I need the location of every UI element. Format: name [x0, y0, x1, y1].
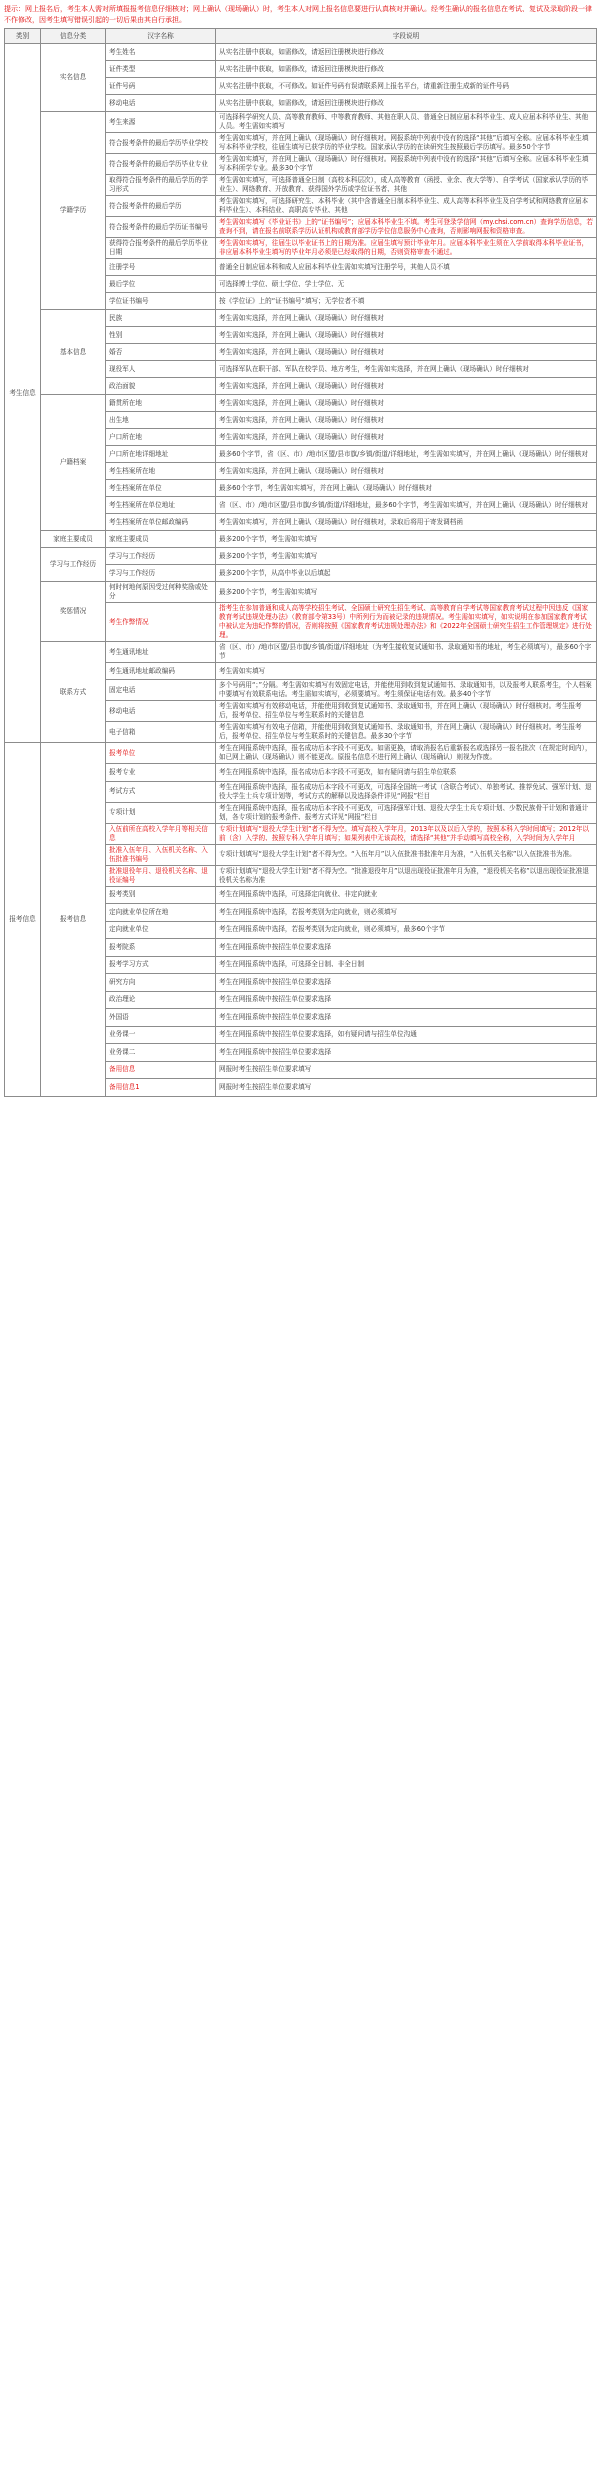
field-desc-cell: 考生需如实选择，并在网上确认（现场确认）时仔细核对 [216, 463, 597, 480]
field-name-cell: 批准退役年月、退役机关名称、退役证编号 [106, 865, 216, 886]
field-desc-cell: 按《学位证》上的“证书编号”填写；无学位者不填 [216, 293, 597, 310]
field-name-cell: 学习与工作经历 [106, 565, 216, 582]
notice-text: 提示：网上报名后，考生本人需对所填报报考信息仔细核对；网上确认（现场确认）时，考生本人对网上报名信息要进行认真核对并确认。经考生确认的报名信息在考试、复试及录取阶段一律不作修改，因考生填写错误引起的一切后果由其自行承担。 [4, 5, 592, 24]
category-cell: 报考信息 [5, 743, 41, 1097]
info-class-cell: 基本信息 [41, 310, 106, 395]
field-desc-cell: 考生在网报系统中按招生单位要求选择 [216, 974, 597, 992]
field-desc-cell: 省（区、市）/地市区盟/县市旗/乡镇/街道/详细地址，最多60个字节，考生需如实填写，并在网上确认（现场确认）时仔细核对 [216, 497, 597, 514]
field-desc-cell: 考生需如实填写，可选择普通全日制（高校本科层次），成人高等教育（函授、业余、夜大学等）、自学考试（国家承认学历的毕业生）、网络教育、开放教育、获得国外学历或学位证书者、其他 [216, 175, 597, 196]
field-desc-cell: 考生在网报系统中按招生单位要求选择 [216, 991, 597, 1009]
field-desc-cell: 指考生在参加普通和成人高等学校招生考试、全国硕士研究生招生考试、高等教育自学考试等国家教育考试过程中因违反《国家教育考试违规处理办法》（教育部令第33号）中所列行为而被记录的违规情况。考生需如实填写，如实说明在参加国家教育考试中被认定为违纪作弊的情况，否则将按照《国家教育考试违规处理办法》和《2022年全国硕士研究生招生工作管理规定》进行处理。 [216, 603, 597, 642]
field-desc-cell: 考生需如实选择，并在网上确认（现场确认）时仔细核对 [216, 395, 597, 412]
field-desc-cell: 考生需如实选择，并在网上确认（现场确认）时仔细核对 [216, 378, 597, 395]
field-desc-cell: 最多200个字节，考生需如实填写 [216, 531, 597, 548]
field-name-cell: 移动电话 [106, 701, 216, 722]
field-desc-cell: 考生需如实选择，并在网上确认（现场确认）时仔细核对 [216, 327, 597, 344]
header-category: 类别 [5, 29, 41, 44]
field-desc-cell: 普通全日制应届本科和成人应届本科毕业生需如实填写注册学号，其他人员不填 [216, 259, 597, 276]
field-name-cell: 考生档案所在地 [106, 463, 216, 480]
field-desc-cell: 考生需如实填写有效移动电话，并能使用到收到复试通知书、录取通知书，并在网上确认（现场确认）时仔细核对。考生报考后，报考单位、招生单位与考生联系时的关键信息 [216, 701, 597, 722]
field-desc-cell: 考生需如实填写有效电子信箱，并能使用到收到复试通知书、录取通知书，并在网上确认（现场确认）时仔细核对。考生报考后，报考单位、招生单位与考生联系时的关键信息。最多30个字节 [216, 722, 597, 743]
field-name-cell: 业务课一 [106, 1026, 216, 1044]
table-row [5, 44, 597, 61]
field-desc-cell: 从实名注册中获取，如需修改，请返回注册模块进行修改 [216, 61, 597, 78]
field-desc-cell: 专项计划填写“退役大学生计划”者不得为空。“入伍年月”以入伍批准书批准年月为准，“入伍机关名称”以入伍批准书为准。 [216, 844, 597, 865]
field-name-cell: 批准入伍年月、入伍机关名称、入伍批准书编号 [106, 844, 216, 865]
field-desc-cell: 考生需如实选择，并在网上确认（现场确认）时仔细核对 [216, 429, 597, 446]
table-row [5, 310, 597, 327]
field-desc-cell: 从实名注册中获取，如需修改，请返回注册模块进行修改 [216, 95, 597, 112]
table-row [5, 395, 597, 412]
field-name-cell: 业务课二 [106, 1044, 216, 1062]
field-name-cell: 符合报考条件的最后学历毕业专业 [106, 154, 216, 175]
field-name-cell: 考生通讯地址 [106, 642, 216, 663]
field-desc-cell: 考生需如实选择，并在网上确认（现场确认）时仔细核对 [216, 344, 597, 361]
table-row [5, 582, 597, 603]
field-desc-cell: 考生在网报系统中选择，可选择定向就业、非定向就业 [216, 886, 597, 904]
info-class-cell: 联系方式 [41, 642, 106, 743]
table-row [5, 531, 597, 548]
field-desc-cell: 考生在网报系统中选择，报名成功后本字段不可更改。如需更换，请取消报名后重新报名或选择另一报名批次（在规定时间内），如已网上确认（现场确认）则不能更改。原报名信息不进行网上确认（现场确认）则视为作废。 [216, 743, 597, 764]
field-desc-cell: 考生需如实填写《毕业证书》上的“证书编号”；应届本科毕业生不填。考生可登录学信网（my.chsi.com.cn）查询学历信息，若查询不到，请在报名前联系学历认证机构或教育部学历学位信息服务中心查询，否则影响网报和资格审查。 [216, 217, 597, 238]
table-row [5, 642, 597, 663]
field-desc-cell: 可选择军队在职干部、军队在校学员、地方考生，考生需如实选择，并在网上确认（现场确认）时仔细核对 [216, 361, 597, 378]
field-name-cell: 学习与工作经历 [106, 548, 216, 565]
field-desc-cell: 考生需如实填写，往届生以毕业证书上的日期为准。应届生填写预计毕业年月。应届本科毕业生须在入学前取得本科毕业证书，非应届本科毕业生填写的毕业年月必须是已经取得的日期，否则资格审查不通过。 [216, 238, 597, 259]
field-desc-cell: 考生在网报系统中按招生单位要求选择 [216, 1009, 597, 1027]
field-name-cell: 备用信息 [106, 1061, 216, 1079]
field-name-cell: 入伍前所在高校入学年月等相关信息 [106, 823, 216, 844]
field-name-cell: 政治理论 [106, 991, 216, 1009]
field-desc-cell: 专项计划填写“退役大学生计划”者不得为空。“批准退役年月”以退出现役证批准年月为准，“退役机关名称”以退出现役证批准退役机关名称为准 [216, 865, 597, 886]
field-name-cell: 籍贯所在地 [106, 395, 216, 412]
field-name-cell: 定向就业单位所在地 [106, 904, 216, 922]
field-desc-cell: 最多60个字节，省（区、市）/地市区盟/县市旗/乡镇/街道/详细地址，考生需如实填写，并在网上确认（现场确认）时仔细核对 [216, 446, 597, 463]
field-description-table [4, 28, 596, 1097]
header-info-class: 信息分类 [41, 29, 106, 44]
field-name-cell: 婚否 [106, 344, 216, 361]
field-name-cell: 证件类型 [106, 61, 216, 78]
field-name-cell: 符合报考条件的最后学历毕业学校 [106, 133, 216, 154]
table-row [5, 548, 597, 565]
field-name-cell: 报考类别 [106, 886, 216, 904]
field-desc-cell: 考生在网报系统中按招生单位要求选择 [216, 1044, 597, 1062]
field-name-cell: 注册学号 [106, 259, 216, 276]
field-name-cell: 考生姓名 [106, 44, 216, 61]
field-name-cell: 符合报考条件的最后学历证书编号 [106, 217, 216, 238]
field-name-cell: 考生档案所在单位地址 [106, 497, 216, 514]
field-desc-cell: 考生需如实填写，并在网上确认（现场确认）时仔细核对，录取后将用于寄发调档函 [216, 514, 597, 531]
field-name-cell: 获得符合报考条件的最后学历毕业日期 [106, 238, 216, 259]
field-desc-cell: 考生需如实填写，并在网上确认（现场确认）时仔细核对。网报系统中列表中没有的选择“其他”后填写全称。应届本科毕业生填写本科所学专业。最多30个字节 [216, 154, 597, 175]
field-name-cell: 现役军人 [106, 361, 216, 378]
info-class-cell: 户籍档案 [41, 395, 106, 531]
field-name-cell: 固定电话 [106, 680, 216, 701]
field-desc-cell: 专项计划填写“退役大学生计划”者不得为空。填写高校入学年月，2013年以及以后入学的，按照本科入学时间填写；2012年以前（含）入学的、按照专科入学年月填写；如果列表中无该高校，请选择“其他”并手动填写高校全称，入学时间为入学年月 [216, 823, 597, 844]
field-name-cell: 定向就业单位 [106, 921, 216, 939]
field-desc-cell: 省（区、市）/地市区盟/县市旗/乡镇/街道/详细地址（为考生接收复试通知书、录取通知书的地址，考生必须填写），最多60个字节 [216, 642, 597, 663]
field-desc-cell: 考生在网报系统中选择，若报考类别为定向就业，则必须填写，最多60个字节 [216, 921, 597, 939]
field-name-cell: 考生作弊情况 [106, 603, 216, 642]
field-desc-cell: 考生在网报系统中按招生单位要求选择 [216, 939, 597, 957]
field-name-cell: 取得符合报考条件的最后学历的学习形式 [106, 175, 216, 196]
field-name-cell: 备用信息1 [106, 1079, 216, 1097]
info-class-cell: 家庭主要成员 [41, 531, 106, 548]
field-desc-cell: 考生需如实填写，可选择研究生、本科毕业（其中含普通全日制本科毕业生、成人高等本科毕业生及自学考试和网络教育应届本科毕业生）、本科结业、高职高专毕业、其他 [216, 196, 597, 217]
field-desc-cell: 考生在网报系统中选择，报名成功后本字段不可更改，可选择强军计划、退役大学生士兵专项计划、少数民族骨干计划和普通计划，各专项计划的报考条件、报考方式详见“网报”栏目 [216, 802, 597, 823]
field-name-cell: 外国语 [106, 1009, 216, 1027]
field-name-cell: 考试方式 [106, 781, 216, 802]
field-desc-cell: 可选择科学研究人员、高等教育教师、中等教育教师、其他在职人员、普通全日制应届本科毕业生、成人应届本科毕业生、其他人员。考生需如实填写 [216, 112, 597, 133]
field-name-cell: 何时何地何原因受过何种奖励或处分 [106, 582, 216, 603]
field-desc-cell: 最多200个字节，考生需如实填写 [216, 548, 597, 565]
field-name-cell: 户口所在地详细地址 [106, 446, 216, 463]
header-field-name: 汉字名称 [106, 29, 216, 44]
field-desc-cell: 考生在网报系统中选择，报名成功后本字段不可更改，可选择全国统一考试（含联合考试）、单独考试、推荐免试、强军计划、退役大学生士兵专项计划等，考试方式的解释以及选择条件详见“网报”栏目 [216, 781, 597, 802]
field-name-cell: 出生地 [106, 412, 216, 429]
field-name-cell: 研究方向 [106, 974, 216, 992]
field-desc-cell: 考生在网报系统中选择，报名成功后本字段不可更改，如有疑问请与招生单位联系 [216, 764, 597, 782]
table-row [5, 112, 597, 133]
header-field-desc: 字段说明 [216, 29, 597, 44]
field-name-cell: 报考学习方式 [106, 956, 216, 974]
field-desc-cell: 考生需如实选择，并在网上确认（现场确认）时仔细核对 [216, 310, 597, 327]
field-name-cell: 学位证书编号 [106, 293, 216, 310]
field-name-cell: 电子信箱 [106, 722, 216, 743]
field-name-cell: 考生档案所在单位 [106, 480, 216, 497]
field-desc-cell: 从实名注册中获取，不可修改。如证件号码有误请联系网上报名平台，请重新注册生成新的证件号码 [216, 78, 597, 95]
field-name-cell: 民族 [106, 310, 216, 327]
info-class-cell: 实名信息 [41, 44, 106, 112]
field-desc-cell: 最多200个字节，考生需如实填写 [216, 582, 597, 603]
field-name-cell: 报考专业 [106, 764, 216, 782]
field-desc-cell: 考生需如实选择，并在网上确认（现场确认）时仔细核对 [216, 412, 597, 429]
field-name-cell: 报考单位 [106, 743, 216, 764]
field-name-cell: 家庭主要成员 [106, 531, 216, 548]
category-cell: 考生信息 [5, 44, 41, 743]
info-class-cell: 学习与工作经历 [41, 548, 106, 582]
field-name-cell: 考生来源 [106, 112, 216, 133]
field-name-cell: 专项计划 [106, 802, 216, 823]
field-name-cell: 性别 [106, 327, 216, 344]
field-name-cell: 最后学位 [106, 276, 216, 293]
field-desc-cell: 可选择博士学位、硕士学位、学士学位、无 [216, 276, 597, 293]
info-class-cell: 学籍学历 [41, 112, 106, 310]
field-name-cell: 移动电话 [106, 95, 216, 112]
table-header-row [5, 29, 597, 44]
field-desc-cell: 多个号码用“；”分隔。考生需如实填写有效固定电话，并能使用到收到复试通知书、录取通知书，以及报考人联系考生，个人档案中要填写有效联系电话。考生需如实填写，必须要填写。考生须保证电话有效。最多40个字节 [216, 680, 597, 701]
field-desc-cell: 最多200个字节，从高中毕业以后填起 [216, 565, 597, 582]
field-desc-cell: 网报时考生按招生单位要求填写 [216, 1061, 597, 1079]
info-class-cell: 奖惩情况 [41, 582, 106, 642]
field-name-cell: 考生档案所在单位邮政编码 [106, 514, 216, 531]
table-row [5, 743, 597, 764]
info-class-cell: 报考信息 [41, 743, 106, 1097]
field-desc-cell: 从实名注册中获取，如需修改，请返回注册模块进行修改 [216, 44, 597, 61]
field-desc-cell: 最多60个字节，考生需如实填写，并在网上确认（现场确认）时仔细核对 [216, 480, 597, 497]
field-name-cell: 符合报考条件的最后学历 [106, 196, 216, 217]
field-name-cell: 证件号码 [106, 78, 216, 95]
field-desc-cell: 考生在网报系统中选择，若报考类别为定向就业，则必须填写 [216, 904, 597, 922]
field-desc-cell: 考生需如实填写 [216, 663, 597, 680]
field-desc-cell: 考生在网报系统中按招生单位要求选择，如有疑问请与招生单位沟通 [216, 1026, 597, 1044]
field-name-cell: 考生通讯地址邮政编码 [106, 663, 216, 680]
field-name-cell: 政治面貌 [106, 378, 216, 395]
field-desc-cell: 网报时考生按招生单位要求填写 [216, 1079, 597, 1097]
field-name-cell: 户口所在地 [106, 429, 216, 446]
field-name-cell: 报考院系 [106, 939, 216, 957]
field-desc-cell: 考生在网报系统中选择，可选择全日制、非全日制 [216, 956, 597, 974]
field-desc-cell: 考生需如实填写，并在网上确认（现场确认）时仔细核对。网报系统中列表中没有的选择“其他”后填写全称。应届本科毕业生填写本科毕业学校，往届生填写已获学历的毕业学校。国家承认学历的在读研究生按照最后学历填写。最多50个字节 [216, 133, 597, 154]
